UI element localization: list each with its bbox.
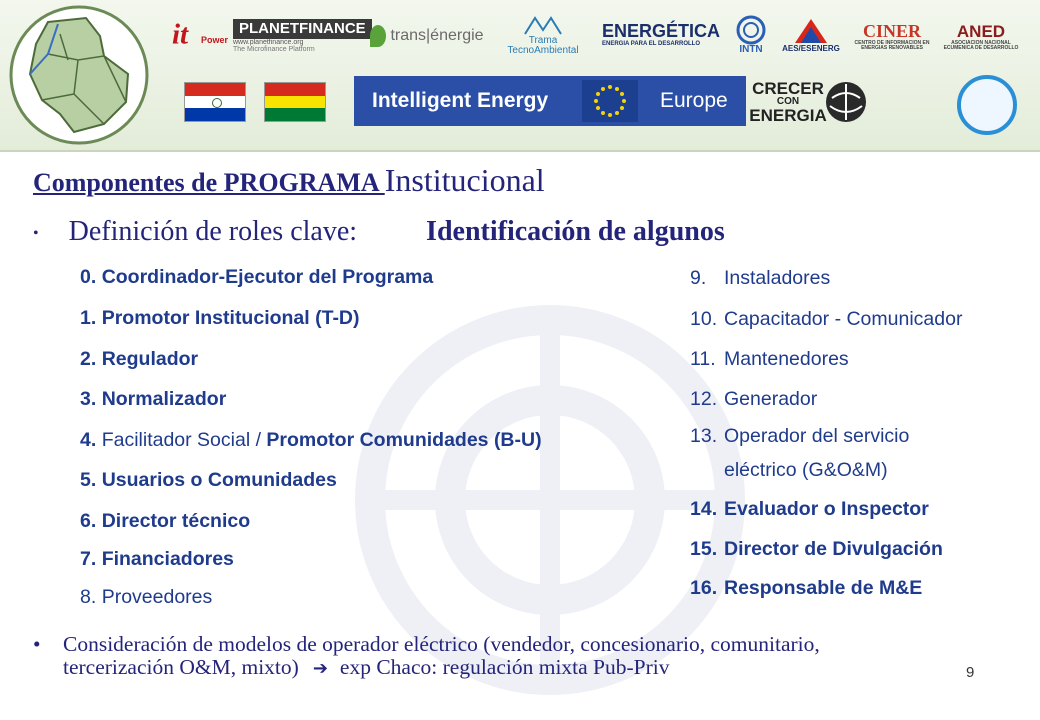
energetica-logo: ENERGÉTICA ENERGIA PARA EL DESARROLLO <box>602 21 721 48</box>
subtitle-line <box>33 216 725 248</box>
list-item: 3. Normalizador <box>80 388 227 410</box>
trama-logo: Trama TecnoAmbiental <box>495 12 591 58</box>
list-item: 13. Operador del servicio <box>690 425 910 447</box>
title-rest: Institucional <box>384 162 545 198</box>
list-item: 2. Regulador <box>80 348 199 370</box>
transenergie-logo: trans|énergie <box>365 18 489 54</box>
list-item: 6. Director técnico <box>80 510 251 532</box>
list-item: 11. Mantenedores <box>690 348 849 370</box>
planetfinance-logo: PLANETFINANCE www.planetfinance.org The Microfinance Platform <box>233 16 359 56</box>
list-item: 8. Proveedores <box>80 586 213 608</box>
intn-logo: INTN <box>730 12 772 58</box>
bolivia-flag-icon <box>264 82 326 122</box>
list-item: 14. Evaluador o Inspector <box>690 498 929 520</box>
slide-title <box>33 162 545 199</box>
crecer-globe-icon <box>824 80 868 124</box>
ciner-logo: CINER CENTRO DE INFORMACION EN ENERGIAS RENOVABLES <box>854 21 930 52</box>
list-item: 16. Responsable de M&E <box>690 577 923 599</box>
intelligent-energy-banner: Intelligent Energy Europe <box>354 76 746 126</box>
list-item: 4. Facilitador Social / Promotor Comunidades (B-U) <box>80 429 542 451</box>
crecer-con-energia-logo: CRECER CON ENERGIA <box>752 74 872 130</box>
paraguay-flag-icon <box>184 82 246 122</box>
bottom-text: Consideración de modelos de operador eléctrico (vendedor, concesionario, comunitario, tercerización O&M, mixto) ➔ exp Chaco: regulación mixta Pub-Priv <box>63 632 820 679</box>
itpower-logo: it Power <box>172 18 228 51</box>
leaf-icon <box>370 25 386 47</box>
aes-logo: AES/ESENERG <box>778 12 844 58</box>
arrow-right-icon: ➔ <box>312 658 328 679</box>
page-number: 9 <box>966 664 975 681</box>
bullet-icon: • <box>33 224 39 242</box>
list-item-continuation: eléctrico (G&O&M) <box>724 459 888 481</box>
eu-flag-icon <box>582 80 638 122</box>
waves-icon <box>523 14 563 36</box>
list-item: 1. Promotor Institucional (T-D) <box>80 307 360 329</box>
list-item: 0. Coordinador-Ejecutor del Programa <box>80 266 434 288</box>
ring-emblem-icon <box>954 72 1020 138</box>
title-underlined: Componentes de PROGRAMA <box>33 168 385 197</box>
slide-header <box>0 0 1040 152</box>
list-item: 10. Capacitador - Comunicador <box>690 308 963 330</box>
intn-globe-icon <box>736 15 766 45</box>
list-item: 15. Director de Divulgación <box>690 538 943 560</box>
list-item: 12. Generador <box>690 388 818 410</box>
aes-triangle-icon <box>793 17 829 45</box>
bullet-icon: • <box>33 632 41 656</box>
paraguay-map-icon <box>8 4 150 146</box>
subtitle-left: Definición de roles clave: <box>68 216 358 247</box>
svg-text:it: it <box>172 18 189 51</box>
list-item: 7. Financiadores <box>80 548 234 570</box>
list-item: 5. Usuarios o Comunidades <box>80 469 337 491</box>
list-item: 9. Instaladores <box>690 267 831 289</box>
aned-logo: ANED ASOCIACION NACIONAL ECUMENICA DE DESARROLLO <box>943 21 1019 51</box>
subtitle-right: Identificación de algunos <box>426 216 725 247</box>
